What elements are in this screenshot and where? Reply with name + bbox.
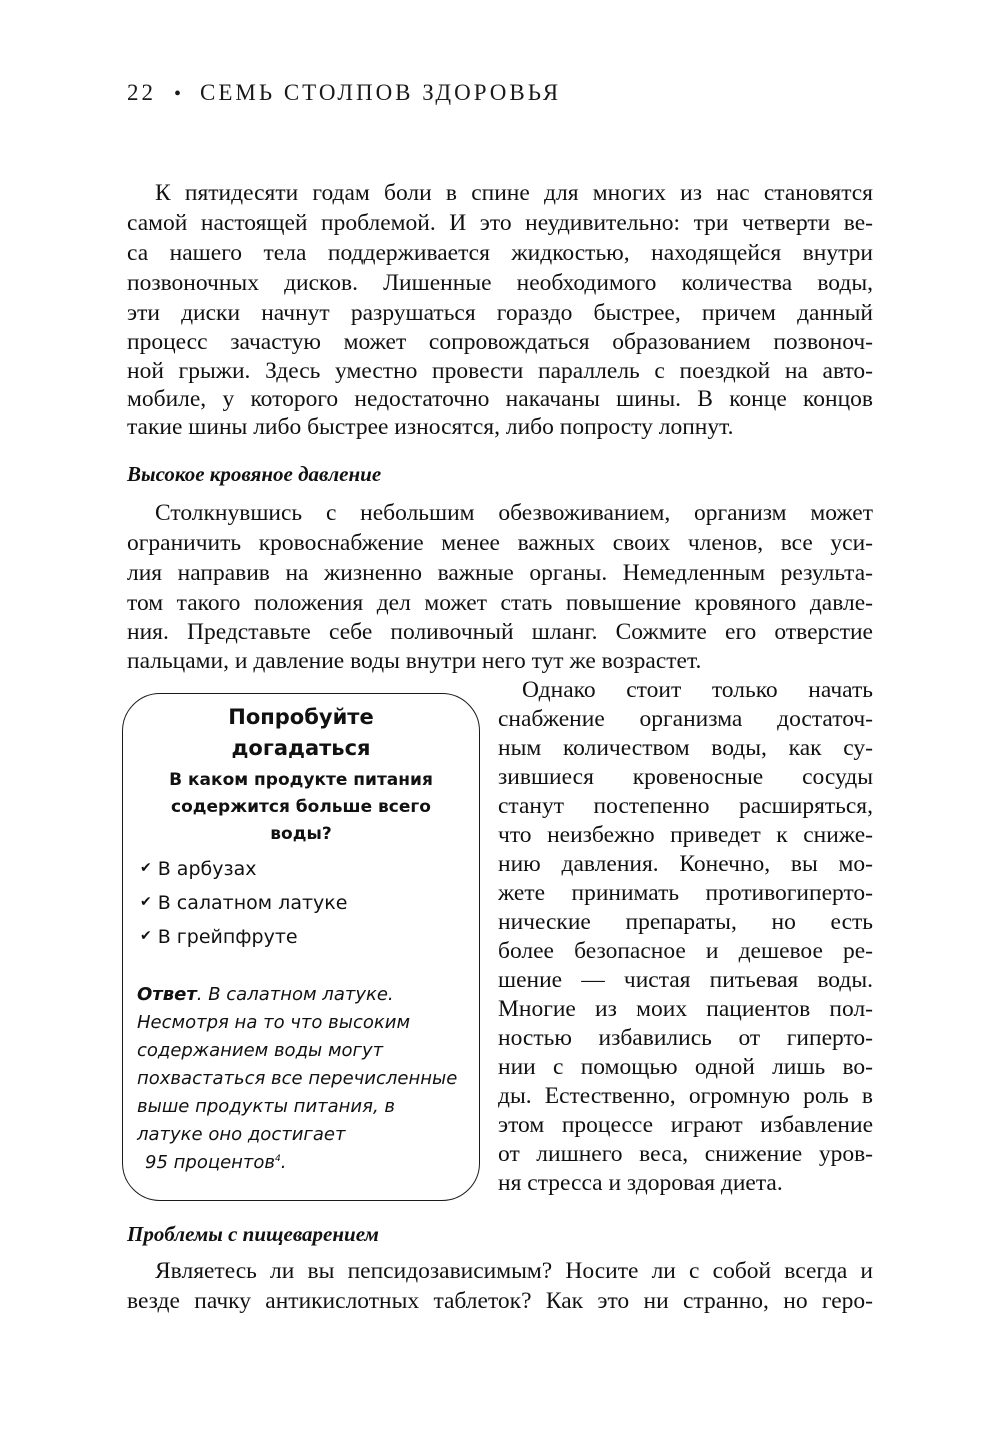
bp-line: Столкнувшись с небольшим обезвоживанием, организм может	[155, 500, 873, 526]
answer-period: .	[280, 1152, 287, 1173]
digest-line: Являетесь ли вы пепсидозависимым? Носите ли с собой всегда и	[155, 1258, 873, 1284]
quiz-option	[140, 926, 298, 948]
page-number: 22	[127, 80, 156, 105]
quiz-option	[140, 892, 347, 914]
footnote-ref: 4	[275, 1154, 281, 1164]
digest-line: везде пачку антикислотных таблеток? Как это ни странно, но геро-	[127, 1288, 873, 1314]
book-title: СЕМЬ СТОЛПОВ ЗДОРОВЬЯ	[200, 80, 562, 105]
intro-line: мобиле, у которого недостаточно накачаны шины. В конце концов	[127, 386, 873, 412]
quiz-question: воды?	[270, 824, 332, 844]
quiz-option-label: В арбузах	[157, 858, 257, 880]
checkmark-icon: ✔	[140, 894, 152, 910]
answer-text: . В салатном латуке.	[196, 984, 394, 1005]
intro-line: процесс зачастую может сопровождаться образованием позвоноч-	[127, 329, 873, 355]
running-head	[127, 80, 561, 106]
intro-line: эти диски начнут разрушаться гораздо быстрее, причем данный	[127, 300, 873, 326]
bp-column-line: нические препараты, но есть	[498, 909, 873, 935]
bp-column-line: зившиеся кровеносные сосуды	[498, 764, 873, 790]
bp-column-line: снабжение организма достаточ-	[498, 706, 873, 732]
bp-column-line: более безопасное и дешевое ре-	[498, 938, 873, 964]
quiz-answer-line: содержанием воды могут	[137, 1040, 384, 1061]
intro-line: самой настоящей проблемой. И это неудивительно: три четверти ве-	[127, 210, 873, 236]
quiz-answer-line	[145, 1152, 287, 1173]
bp-column-line: от лишнего веса, снижение уров-	[498, 1141, 873, 1167]
quiz-question: содержится больше всего	[171, 797, 431, 817]
bp-column-line: станут постепенно расширяться,	[498, 793, 873, 819]
quiz-answer-line: Несмотря на то что высоким	[137, 1012, 411, 1033]
quiz-answer-line: латуке оно достигает	[137, 1124, 346, 1145]
quiz-title: Попробуйте	[228, 705, 374, 729]
intro-line: К пятидесяти годам боли в спине для многих из нас становятся	[155, 180, 873, 206]
bp-line: ограничить кровоснабжение менее важных своих членов, все уси-	[127, 530, 873, 556]
intro-line: такие шины либо быстрее износятся, либо попросту лопнут.	[127, 414, 734, 440]
quiz-option-label: В грейпфруте	[157, 926, 298, 948]
quiz-answer-line: выше продукты питания, в	[137, 1096, 396, 1117]
quiz-question: В каком продукте питания	[169, 770, 433, 790]
header-separator: •	[174, 83, 185, 105]
bp-column-line: жете принимать противогиперто-	[498, 880, 873, 906]
bp-line: ния. Представьте себе поливочный шланг. Сожмите его отверстие	[127, 619, 873, 645]
section-heading-blood-pressure: Высокое кровяное давление	[127, 462, 382, 486]
bp-column-line: ным количеством воды, как су-	[498, 735, 873, 761]
bp-column-line: нии с помощью одной лишь во-	[498, 1054, 873, 1080]
bp-column-line: Однако стоит только начать	[522, 677, 873, 703]
quiz-answer	[137, 984, 394, 1005]
checkmark-icon: ✔	[140, 860, 152, 876]
bp-line: том такого положения дел может стать повышение кровяного давле-	[127, 590, 873, 616]
answer-percent-text: 95 процентов	[145, 1152, 276, 1173]
bp-column-line: этом процессе играют избавление	[498, 1112, 873, 1138]
bp-column-line: что неизбежно приведет к сниже-	[498, 822, 873, 848]
bp-column-line: ня стресса и здоровая диета.	[498, 1170, 783, 1196]
intro-line: са нашего тела поддерживается жидкостью, находящейся внутри	[127, 240, 873, 266]
quiz-option	[140, 858, 256, 880]
quiz-answer-line: похвастаться все перечисленные	[137, 1068, 458, 1089]
intro-line: ной грыжи. Здесь уместно провести параллель с поездкой на авто-	[127, 358, 873, 384]
quiz-title: догадаться	[231, 736, 371, 760]
bp-column-line: Многие из моих пациентов пол-	[498, 996, 873, 1022]
quiz-option-label: В салатном латуке	[157, 892, 348, 914]
section-heading-digestion: Проблемы с пищеварением	[127, 1222, 379, 1246]
bp-column-line: ды. Естественно, огромную роль в	[498, 1083, 873, 1109]
answer-label: Ответ	[137, 984, 197, 1005]
bp-line: лия направив на жизненно важные органы. Немедленным результа-	[127, 560, 873, 586]
bp-column-line: шение — чистая питьевая воды.	[498, 967, 873, 993]
intro-line: позвоночных дисков. Лишенные необходимого количества воды,	[127, 270, 873, 296]
bp-column-line: ностью избавились от гиперто-	[498, 1025, 873, 1051]
bp-line: пальцами, и давление воды внутри него тут же возрастет.	[127, 648, 702, 674]
bp-column-line: нию давления. Конечно, вы мо-	[498, 851, 873, 877]
checkmark-icon: ✔	[140, 928, 152, 944]
